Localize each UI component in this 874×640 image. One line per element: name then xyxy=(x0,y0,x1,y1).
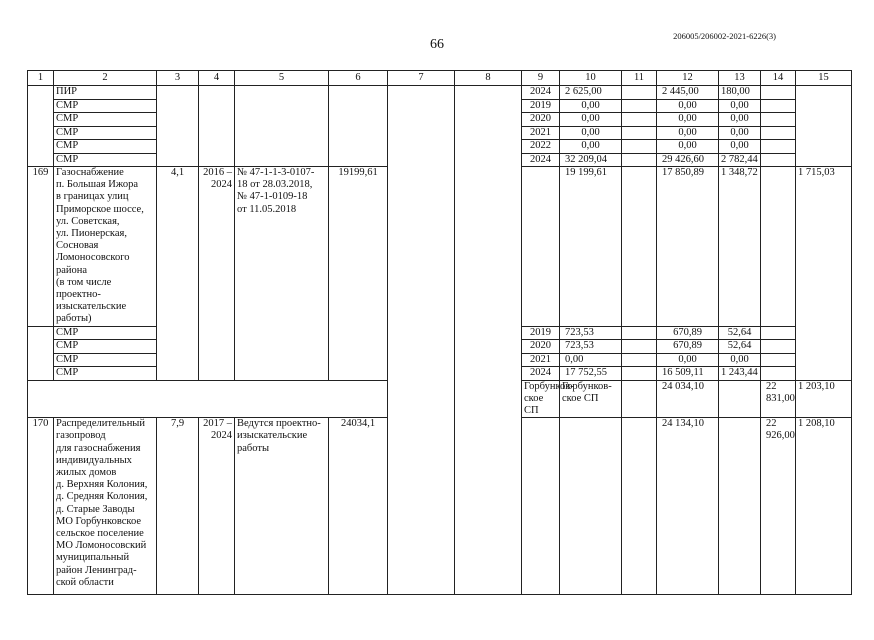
document-number: 206005/206002-2021-6226(3) xyxy=(673,31,776,41)
value-cell: 0,00 xyxy=(719,353,761,367)
settlement-cell: Горбунков- ское СП xyxy=(522,380,560,418)
period-cell: 2017 – 2024 xyxy=(199,418,235,595)
year-cell: 2024 xyxy=(522,367,560,381)
value-cell: 22 926,00 xyxy=(761,418,796,595)
column-numbers-row xyxy=(28,71,852,86)
work-type: СМР xyxy=(54,99,157,113)
work-type: СМР xyxy=(54,326,157,340)
length-cell: 7,9 xyxy=(157,418,199,595)
col-header: 6 xyxy=(329,71,388,86)
col-header: 15 xyxy=(796,71,852,86)
value-cell: 1 243,44 xyxy=(719,367,761,381)
col-header: 9 xyxy=(522,71,560,86)
settlement-cell: Горбунков- ское СП xyxy=(560,380,622,418)
value-cell: 670,89 xyxy=(657,340,719,354)
value-cell: 723,53 xyxy=(560,340,622,354)
value-cell: 180,00 xyxy=(719,86,761,100)
value-cell: 52,64 xyxy=(719,340,761,354)
value-cell: 2 445,00 xyxy=(657,86,719,100)
work-type: СМР xyxy=(54,340,157,354)
value-cell: 16 509,11 xyxy=(657,367,719,381)
period-cell: 2016 – 2024 xyxy=(199,167,235,381)
value-cell: 0,00 xyxy=(719,113,761,127)
value-cell: 0,00 xyxy=(560,353,622,367)
col-header: 13 xyxy=(719,71,761,86)
value-cell: 0,00 xyxy=(657,113,719,127)
col-header: 12 xyxy=(657,71,719,86)
year-cell: 2019 xyxy=(522,99,560,113)
year-cell: 2021 xyxy=(522,126,560,140)
year-cell: 2024 xyxy=(522,86,560,100)
value-cell: 1 203,10 xyxy=(796,380,852,418)
year-cell: 2021 xyxy=(522,353,560,367)
value-cell: 0,00 xyxy=(719,99,761,113)
value-cell: 0,00 xyxy=(657,99,719,113)
value-cell: 0,00 xyxy=(657,140,719,154)
year-cell: 2022 xyxy=(522,140,560,154)
value-cell: 0,00 xyxy=(657,353,719,367)
col-header: 3 xyxy=(157,71,199,86)
work-type: СМР xyxy=(54,367,157,381)
work-type: СМР xyxy=(54,153,157,167)
value-cell: 0,00 xyxy=(560,99,622,113)
col-header: 1 xyxy=(28,71,54,86)
table-row xyxy=(28,86,852,100)
approval-cell: Ведутся проектно- изыскательские работы xyxy=(235,418,329,595)
col-header: 10 xyxy=(560,71,622,86)
value-cell: 723,53 xyxy=(560,326,622,340)
object-name: Газоснабжение п. Большая Ижора в границах улиц Приморское шоссе, ул. Советская, ул. Пионерская, Сосновая Ломоносовского района (в том числе проектно- изыскательские работы) xyxy=(54,167,157,327)
value-cell: 32 209,04 xyxy=(560,153,622,167)
page-number: 66 xyxy=(430,37,444,52)
item-number: 169 xyxy=(28,167,54,327)
length-cell: 4,1 xyxy=(157,167,199,381)
value-cell: 1 715,03 xyxy=(796,167,852,381)
value-cell: 0,00 xyxy=(560,140,622,154)
value-cell: 0,00 xyxy=(560,113,622,127)
col-header: 8 xyxy=(455,71,522,86)
value-cell: 52,64 xyxy=(719,326,761,340)
col-header: 4 xyxy=(199,71,235,86)
value-cell: 24 034,10 xyxy=(657,380,719,418)
value-cell: 0,00 xyxy=(719,126,761,140)
cost-cell: 19199,61 xyxy=(329,167,388,381)
year-cell: 2020 xyxy=(522,113,560,127)
approval-cell: № 47-1-1-3-0107- 18 от 28.03.2018, № 47-1-0109-18 от 11.05.2018 xyxy=(235,167,329,381)
item-number: 170 xyxy=(28,418,54,595)
value-cell: 22 831,00 xyxy=(761,380,796,418)
value-cell: 1 208,10 xyxy=(796,418,852,595)
value-cell: 29 426,60 xyxy=(657,153,719,167)
work-type: СМР xyxy=(54,353,157,367)
year-cell: 2024 xyxy=(522,153,560,167)
cost-cell: 24034,1 xyxy=(329,418,388,595)
year-cell: 2020 xyxy=(522,340,560,354)
col-header: 7 xyxy=(388,71,455,86)
value-cell: 2 625,00 xyxy=(560,86,622,100)
value-cell: 19 199,61 xyxy=(560,167,622,327)
col-header: 2 xyxy=(54,71,157,86)
col-header: 11 xyxy=(622,71,657,86)
program-table xyxy=(27,70,852,595)
value-cell: 24 134,10 xyxy=(657,418,719,595)
work-type: СМР xyxy=(54,113,157,127)
value-cell: 670,89 xyxy=(657,326,719,340)
value-cell: 0,00 xyxy=(560,126,622,140)
value-cell: 1 348,72 xyxy=(719,167,761,327)
value-cell: 2 782,44 xyxy=(719,153,761,167)
value-cell: 17 850,89 xyxy=(657,167,719,327)
work-type: СМР xyxy=(54,140,157,154)
col-header: 5 xyxy=(235,71,329,86)
value-cell: 0,00 xyxy=(657,126,719,140)
value-cell: 0,00 xyxy=(719,140,761,154)
work-type: СМР xyxy=(54,126,157,140)
col-header: 14 xyxy=(761,71,796,86)
work-type: ПИР xyxy=(54,86,157,100)
year-cell: 2019 xyxy=(522,326,560,340)
value-cell: 17 752,55 xyxy=(560,367,622,381)
object-name: Распределительный газопровод для газоснабжения индивидуальных жилых домов д. Верхняя Колония, д. Средняя Колония, д. Старые Заводы МО Горбунковское сельское поселение МО Ломоносовский муниципальный район Ленинград- ской области xyxy=(54,418,157,595)
